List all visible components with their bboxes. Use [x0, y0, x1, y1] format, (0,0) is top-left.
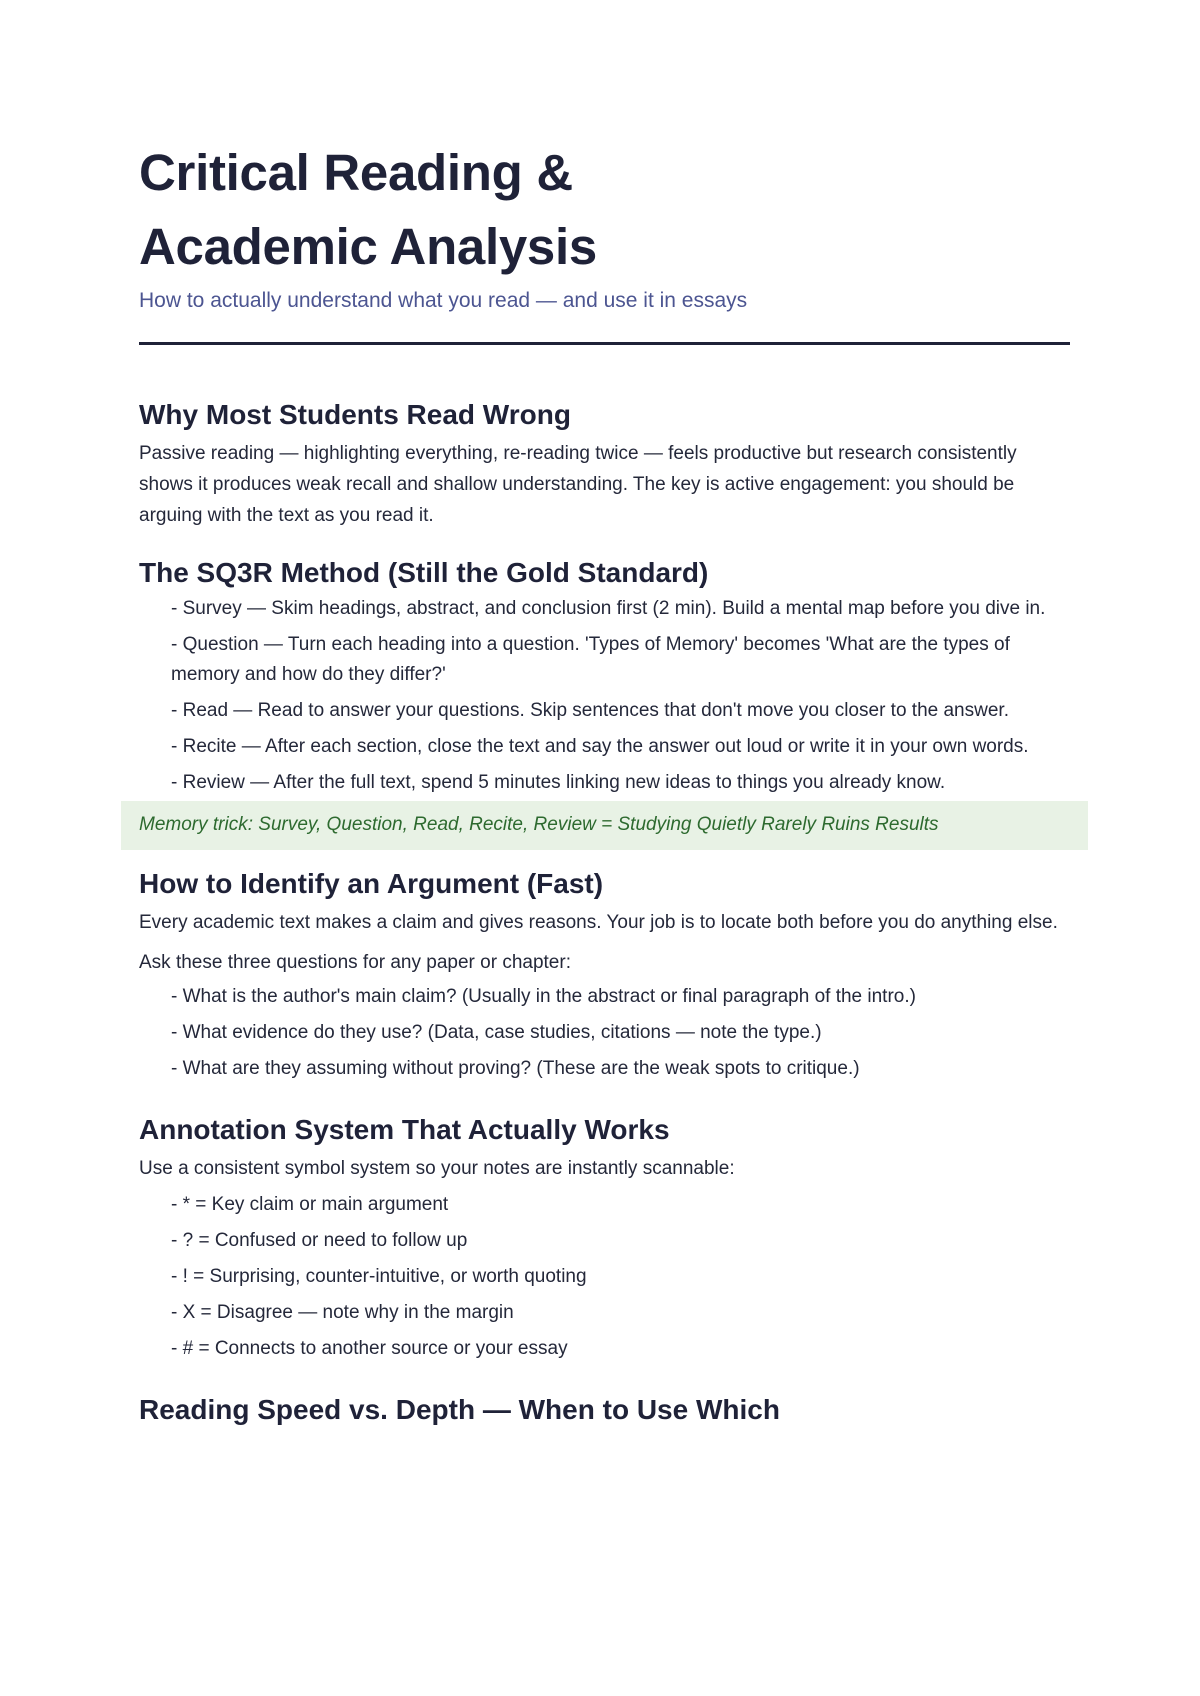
annotation-symbols-list — [139, 1190, 1070, 1364]
title-line-2: Academic Analysis — [139, 218, 597, 275]
document-subtitle: How to actually understand what you read — and use it in essays — [139, 289, 748, 312]
list-item: - ! = Surprising, counter-intuitive, or worth quoting — [171, 1266, 587, 1287]
section-heading-sq3r: The SQ3R Method (Still the Gold Standard) — [139, 557, 709, 588]
section-heading-argument: How to Identify an Argument (Fast) — [139, 868, 604, 899]
list-item: - Survey — Skim headings, abstract, and conclusion first (2 min). Build a mental map before you dive in. — [171, 598, 1046, 619]
title-divider — [139, 342, 1070, 345]
list-item: - * = Key claim or main argument — [171, 1194, 449, 1215]
list-item: - Review — After the full text, spend 5 minutes linking new ideas to things you already know. — [171, 772, 946, 793]
section-heading-why: Why Most Students Read Wrong — [139, 399, 571, 430]
title-line-1: Critical Reading & — [139, 144, 573, 201]
list-item: - # = Connects to another source or your essay — [171, 1338, 568, 1359]
section-body-why: Passive reading — highlighting everything, re-reading twice — feels productive but research consistently shows it produces weak recall and shallow understanding. The key is active engagement: you should be arguing with the text as you read it. — [139, 443, 1017, 526]
list-item: - ? = Confused or need to follow up — [171, 1230, 468, 1251]
section-body-argument: Every academic text makes a claim and gives reasons. Your job is to locate both before you do anything else. — [139, 912, 1058, 933]
list-item: - Read — Read to answer your questions. Skip sentences that don't move you closer to the answer. — [171, 700, 1009, 721]
section-heading-speed: Reading Speed vs. Depth — When to Use Which — [139, 1394, 780, 1425]
list-item: - X = Disagree — note why in the margin — [171, 1302, 514, 1323]
argument-questions-list — [139, 982, 1070, 1084]
section-body-annotation: Use a consistent symbol system so your notes are instantly scannable: — [139, 1158, 735, 1179]
section-body-argument-questions: Ask these three questions for any paper or chapter: — [139, 952, 571, 973]
memory-trick-callout: Memory trick: Survey, Question, Read, Recite, Review = Studying Quietly Rarely Ruins Results — [121, 801, 1088, 850]
sq3r-list — [139, 594, 1070, 798]
section-argument — [139, 866, 1070, 1084]
section-annotation — [139, 1112, 1070, 1364]
section-sq3r — [139, 555, 1070, 850]
document-title — [139, 0, 1070, 284]
section-heading-annotation: Annotation System That Actually Works — [139, 1114, 670, 1145]
list-item: - What is the author's main claim? (Usually in the abstract or final paragraph of the intro.) — [171, 986, 916, 1007]
list-item: - What evidence do they use? (Data, case studies, citations — note the type.) — [171, 1022, 822, 1043]
document-page — [139, 0, 1070, 1428]
list-item: - Recite — After each section, close the text and say the answer out loud or write it in your own words. — [171, 736, 1029, 757]
list-item: - What are they assuming without proving? (These are the weak spots to critique.) — [171, 1058, 860, 1079]
section-speed — [139, 1392, 1070, 1428]
list-item: - Question — Turn each heading into a question. 'Types of Memory' becomes 'What are the types of memory and how do they differ?' — [171, 634, 1010, 685]
section-why — [139, 397, 1070, 531]
